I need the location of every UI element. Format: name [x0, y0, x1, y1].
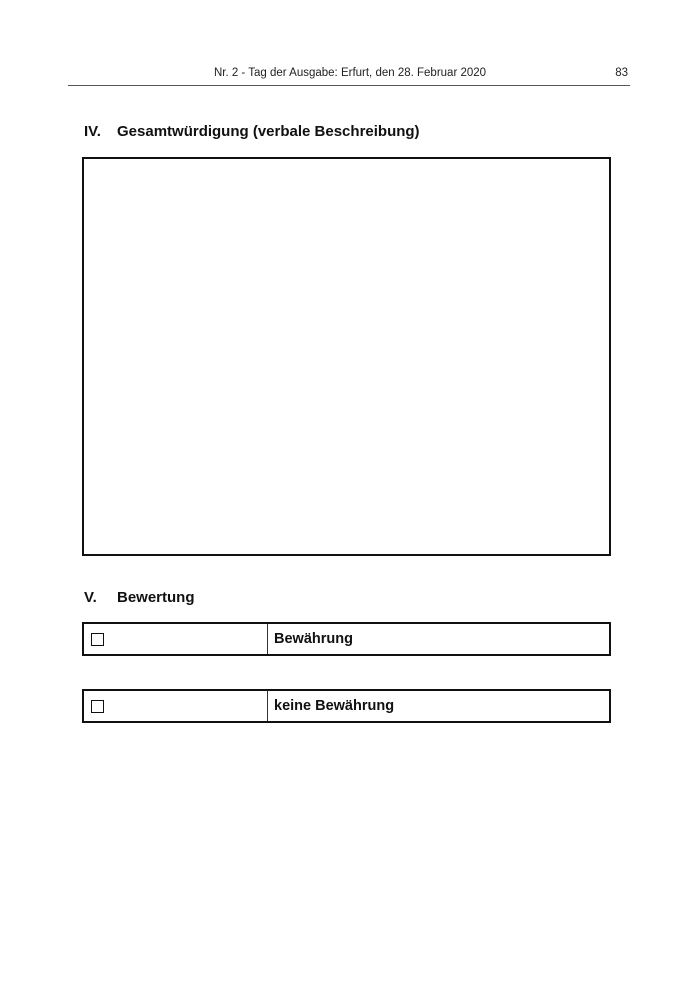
option-label: keine Bewährung [274, 698, 395, 714]
option-row-bewaehrung [82, 622, 611, 656]
keine-bewaehrung-checkbox[interactable] [91, 700, 104, 713]
option-checkbox-cell [84, 624, 268, 654]
option-checkbox-cell [84, 691, 268, 721]
page-number: 83 [615, 67, 628, 79]
section-v-title: Bewertung [117, 589, 195, 606]
section-v-heading [84, 589, 195, 606]
overall-assessment-text-area[interactable] [82, 157, 611, 556]
section-iv-title: Gesamtwürdigung (verbale Beschreibung) [117, 123, 420, 140]
option-row-keine-bewaehrung [82, 689, 611, 723]
header-rule [68, 85, 630, 86]
section-v-number: V. [84, 589, 97, 606]
section-iv-number: IV. [84, 123, 101, 140]
bewaehrung-checkbox[interactable] [91, 633, 104, 646]
section-iv-heading [84, 123, 420, 140]
option-label: Bewährung [274, 631, 353, 647]
page-header-text: Nr. 2 - Tag der Ausgabe: Erfurt, den 28. Februar 2020 [213, 67, 487, 79]
